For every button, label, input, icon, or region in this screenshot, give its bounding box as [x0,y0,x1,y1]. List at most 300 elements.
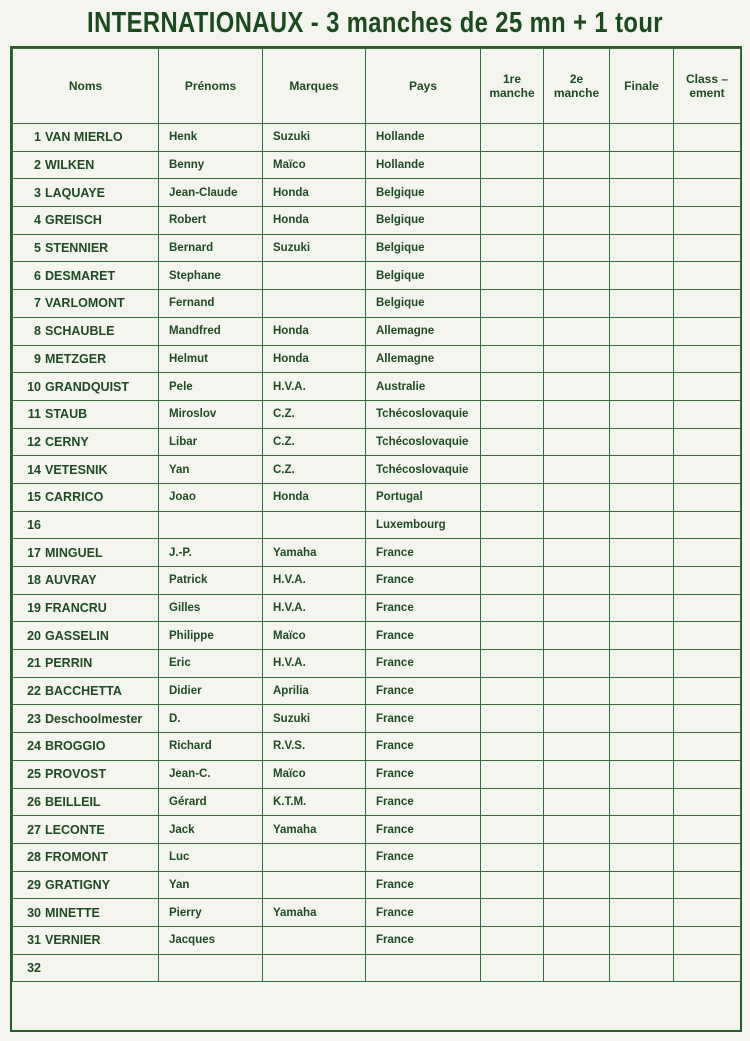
cell-pays: Belgique [366,262,481,290]
rider-surname: FROMONT [45,850,109,865]
cell-nom [13,760,159,788]
table-row [13,400,741,428]
cell-manche-1 [481,290,544,318]
cell-classement [674,650,741,678]
cell-finale [610,788,674,816]
rider-number: 17 [27,545,41,560]
cell-nom [13,899,159,927]
cell-finale [610,899,674,927]
rider-number: 23 [27,711,41,726]
cell-prenom: Pele [159,373,263,401]
cell-manche-1 [481,456,544,484]
rider-number: 26 [27,794,41,809]
cell-marque [263,290,366,318]
rider-number: 18 [27,573,41,588]
rider-number: 6 [34,268,41,283]
cell-manche-1 [481,843,544,871]
cell-nom [13,622,159,650]
rider-number: 28 [27,850,41,865]
cell-finale [610,400,674,428]
cell-pays: Hollande [366,151,481,179]
rider-number: 16 [27,517,41,532]
rider-surname: GREISCH [45,213,102,228]
cell-finale [610,290,674,318]
cell-manche-1 [481,262,544,290]
rider-surname: BACCHETTA [45,684,122,699]
cell-nom [13,705,159,733]
table-row [13,317,741,345]
rider-number: 1 [34,130,41,145]
cell-marque: Honda [263,483,366,511]
rider-surname: STENNIER [45,241,109,256]
cell-pays: France [366,677,481,705]
results-sheet [10,46,742,1032]
rider-surname: MINGUEL [45,545,103,560]
rider-surname: WILKEN [45,158,95,173]
cell-prenom: Jean-Claude [159,179,263,207]
cell-prenom: Jack [159,816,263,844]
header-manche-1-label: manche [489,86,535,100]
rider-surname: GASSELIN [45,628,109,643]
cell-manche-2 [544,373,610,401]
rider-surname: GRANDQUIST [45,379,130,394]
cell-pays: France [366,705,481,733]
cell-pays: Belgique [366,290,481,318]
cell-marque: C.Z. [263,400,366,428]
cell-manche-2 [544,899,610,927]
rider-surname: METZGER [45,351,107,366]
header-row [13,49,741,124]
cell-finale [610,234,674,262]
cell-manche-2 [544,400,610,428]
table-row [13,788,741,816]
rider-surname: AUVRAY [45,573,97,588]
results-table [12,48,741,982]
cell-nom [13,234,159,262]
rider-surname: MINETTE [45,905,100,920]
cell-manche-2 [544,124,610,152]
cell-classement [674,234,741,262]
cell-pays: France [366,899,481,927]
cell-finale [610,428,674,456]
cell-prenom: Henk [159,124,263,152]
rider-surname: SCHAUBLE [45,324,115,339]
cell-finale [610,677,674,705]
cell-prenom: Robert [159,207,263,235]
table-row [13,373,741,401]
rider-surname: BEILLEIL [45,794,101,809]
cell-manche-1 [481,511,544,539]
cell-finale [610,843,674,871]
cell-manche-1 [481,483,544,511]
cell-nom [13,650,159,678]
table-row [13,567,741,595]
cell-marque [263,511,366,539]
cell-marque [263,262,366,290]
rider-number: 30 [27,905,41,920]
cell-manche-2 [544,428,610,456]
cell-nom [13,539,159,567]
cell-finale [610,345,674,373]
cell-classement [674,345,741,373]
cell-pays: Australie [366,373,481,401]
rider-number: 27 [27,822,41,837]
cell-finale [610,124,674,152]
cell-nom [13,400,159,428]
cell-nom [13,428,159,456]
rider-surname: PERRIN [45,656,93,671]
cell-classement [674,622,741,650]
table-row [13,816,741,844]
cell-marque: Suzuki [263,705,366,733]
cell-finale [610,760,674,788]
cell-marque [263,926,366,954]
cell-marque: R.V.S. [263,733,366,761]
rider-number: 5 [34,241,41,256]
cell-marque: H.V.A. [263,567,366,595]
rider-number: 3 [34,185,41,200]
cell-prenom: Yan [159,456,263,484]
cell-manche-2 [544,179,610,207]
header-prenoms: Prénoms [159,49,263,124]
cell-pays: Tchécoslovaquie [366,400,481,428]
cell-manche-2 [544,954,610,982]
table-row [13,234,741,262]
cell-manche-2 [544,290,610,318]
cell-classement [674,760,741,788]
cell-manche-1 [481,816,544,844]
cell-manche-1 [481,705,544,733]
cell-nom [13,373,159,401]
cell-manche-1 [481,733,544,761]
cell-manche-2 [544,594,610,622]
cell-prenom: Gilles [159,594,263,622]
header-manche-1 [481,49,544,124]
cell-classement [674,843,741,871]
rider-number: 8 [34,324,41,339]
cell-prenom: Gérard [159,788,263,816]
header-manche-2 [544,49,610,124]
cell-nom [13,124,159,152]
cell-finale [610,567,674,595]
table-row [13,733,741,761]
cell-prenom: D. [159,705,263,733]
table-row [13,650,741,678]
header-marques: Marques [263,49,366,124]
rider-surname: CARRICO [45,490,104,505]
rider-surname: LECONTE [45,822,105,837]
cell-nom [13,816,159,844]
cell-pays: Belgique [366,207,481,235]
table-row [13,428,741,456]
header-classement-line2: ement [689,86,725,100]
cell-finale [610,262,674,290]
cell-finale [610,954,674,982]
cell-marque: H.V.A. [263,373,366,401]
cell-prenom: Miroslov [159,400,263,428]
cell-classement [674,262,741,290]
cell-manche-1 [481,954,544,982]
page-title: INTERNATIONAUX - 3 manches de 25 mn + 1 tour [87,7,663,39]
cell-nom [13,788,159,816]
cell-pays: France [366,816,481,844]
rider-surname: VETESNIK [45,462,108,477]
rider-surname: VAN MIERLO [45,130,123,145]
cell-nom [13,733,159,761]
table-row [13,290,741,318]
cell-prenom: Libar [159,428,263,456]
cell-classement [674,317,741,345]
cell-pays: France [366,539,481,567]
cell-nom [13,926,159,954]
cell-classement [674,594,741,622]
cell-manche-1 [481,207,544,235]
cell-classement [674,290,741,318]
cell-finale [610,650,674,678]
table-row [13,954,741,982]
rider-surname: VARLOMONT [45,296,125,311]
cell-prenom: Eric [159,650,263,678]
rider-number: 24 [27,739,41,754]
cell-classement [674,567,741,595]
cell-marque: Maïco [263,151,366,179]
cell-pays [366,954,481,982]
cell-manche-2 [544,788,610,816]
cell-finale [610,705,674,733]
cell-classement [674,677,741,705]
cell-manche-1 [481,926,544,954]
cell-finale [610,179,674,207]
cell-manche-1 [481,677,544,705]
rider-surname: STAUB [45,407,88,422]
cell-classement [674,871,741,899]
rider-number: 19 [27,601,41,616]
rider-number: 32 [27,960,41,975]
cell-manche-2 [544,151,610,179]
cell-marque: C.Z. [263,456,366,484]
cell-manche-2 [544,733,610,761]
cell-prenom [159,954,263,982]
table-row [13,594,741,622]
table-row [13,539,741,567]
cell-prenom [159,511,263,539]
cell-prenom: Pierry [159,899,263,927]
cell-manche-1 [481,124,544,152]
cell-prenom: Jacques [159,926,263,954]
cell-pays: France [366,622,481,650]
rider-number: 29 [27,877,41,892]
cell-classement [674,428,741,456]
cell-prenom: Philippe [159,622,263,650]
cell-finale [610,373,674,401]
rider-surname: VERNIER [45,933,101,948]
header-manche-2-label: manche [553,86,600,100]
cell-manche-2 [544,760,610,788]
table-row [13,345,741,373]
cell-nom [13,456,159,484]
rider-number: 12 [27,434,41,449]
cell-manche-2 [544,317,610,345]
rider-surname: GRATIGNY [45,877,111,892]
cell-prenom: Luc [159,843,263,871]
cell-manche-1 [481,760,544,788]
cell-nom [13,843,159,871]
cell-marque: Suzuki [263,124,366,152]
cell-manche-2 [544,262,610,290]
cell-manche-2 [544,816,610,844]
cell-classement [674,705,741,733]
rider-surname: PROVOST [45,767,107,782]
cell-manche-1 [481,317,544,345]
table-row [13,456,741,484]
cell-classement [674,207,741,235]
cell-manche-2 [544,345,610,373]
cell-marque: H.V.A. [263,650,366,678]
cell-classement [674,733,741,761]
cell-prenom: Patrick [159,567,263,595]
cell-finale [610,622,674,650]
cell-prenom: Didier [159,677,263,705]
rider-surname: FRANCRU [45,601,107,616]
header-manche-2-ordinal: 2e [569,72,584,86]
cell-classement [674,373,741,401]
cell-marque: H.V.A. [263,594,366,622]
cell-pays: Tchécoslovaquie [366,456,481,484]
cell-manche-1 [481,899,544,927]
table-row [13,843,741,871]
cell-manche-2 [544,483,610,511]
cell-marque [263,954,366,982]
table-row [13,760,741,788]
cell-nom [13,567,159,595]
cell-marque: Maïco [263,760,366,788]
cell-prenom: Yan [159,871,263,899]
cell-prenom: J.-P. [159,539,263,567]
header-manche-1-ordinal: 1re [502,72,522,86]
cell-nom [13,511,159,539]
cell-manche-1 [481,539,544,567]
cell-pays: France [366,650,481,678]
rider-number: 21 [27,656,41,671]
cell-finale [610,511,674,539]
cell-finale [610,871,674,899]
cell-pays: France [366,594,481,622]
cell-finale [610,317,674,345]
table-row [13,511,741,539]
cell-pays: France [366,843,481,871]
rider-number: 25 [27,767,41,782]
rider-number: 2 [34,158,41,173]
cell-pays: Tchécoslovaquie [366,428,481,456]
cell-nom [13,207,159,235]
cell-marque: Yamaha [263,899,366,927]
rider-number: 9 [34,351,41,366]
header-classement [674,49,741,124]
cell-classement [674,400,741,428]
cell-pays: Allemagne [366,345,481,373]
cell-manche-1 [481,871,544,899]
cell-pays: France [366,567,481,595]
cell-prenom: Jean-C. [159,760,263,788]
cell-manche-2 [544,650,610,678]
cell-finale [610,207,674,235]
cell-finale [610,539,674,567]
cell-prenom: Fernand [159,290,263,318]
cell-nom [13,179,159,207]
cell-classement [674,788,741,816]
rider-number: 20 [27,628,41,643]
cell-prenom: Helmut [159,345,263,373]
cell-classement [674,539,741,567]
cell-manche-1 [481,622,544,650]
table-row [13,871,741,899]
header-noms: Noms [13,49,159,124]
cell-prenom: Richard [159,733,263,761]
cell-manche-1 [481,234,544,262]
rider-number: 22 [27,684,41,699]
cell-manche-2 [544,677,610,705]
cell-pays: France [366,871,481,899]
cell-manche-2 [544,871,610,899]
table-row [13,262,741,290]
cell-pays: Belgique [366,234,481,262]
cell-manche-1 [481,151,544,179]
cell-nom [13,317,159,345]
cell-manche-1 [481,345,544,373]
cell-nom [13,677,159,705]
cell-manche-2 [544,926,610,954]
cell-marque: K.T.M. [263,788,366,816]
table-row [13,622,741,650]
cell-finale [610,926,674,954]
cell-classement [674,179,741,207]
cell-pays: Hollande [366,124,481,152]
table-row [13,926,741,954]
table-row [13,207,741,235]
header-pays: Pays [366,49,481,124]
cell-marque: Honda [263,345,366,373]
rider-number: 7 [34,296,41,311]
cell-manche-2 [544,539,610,567]
cell-manche-2 [544,456,610,484]
cell-manche-1 [481,179,544,207]
cell-manche-1 [481,400,544,428]
cell-manche-2 [544,234,610,262]
rider-number: 14 [27,462,41,477]
cell-classement [674,483,741,511]
header-finale: Finale [610,49,674,124]
rider-surname: LAQUAYE [45,185,105,200]
cell-manche-2 [544,705,610,733]
cell-classement [674,456,741,484]
cell-manche-1 [481,650,544,678]
rider-number: 10 [27,379,41,394]
cell-pays: France [366,926,481,954]
cell-nom [13,954,159,982]
cell-marque [263,871,366,899]
rider-number: 4 [34,213,41,228]
cell-finale [610,456,674,484]
cell-nom [13,151,159,179]
cell-nom [13,345,159,373]
cell-classement [674,511,741,539]
cell-pays: France [366,788,481,816]
rider-surname: CERNY [45,434,89,449]
cell-pays: Portugal [366,483,481,511]
cell-prenom: Joao [159,483,263,511]
cell-nom [13,483,159,511]
cell-manche-2 [544,622,610,650]
